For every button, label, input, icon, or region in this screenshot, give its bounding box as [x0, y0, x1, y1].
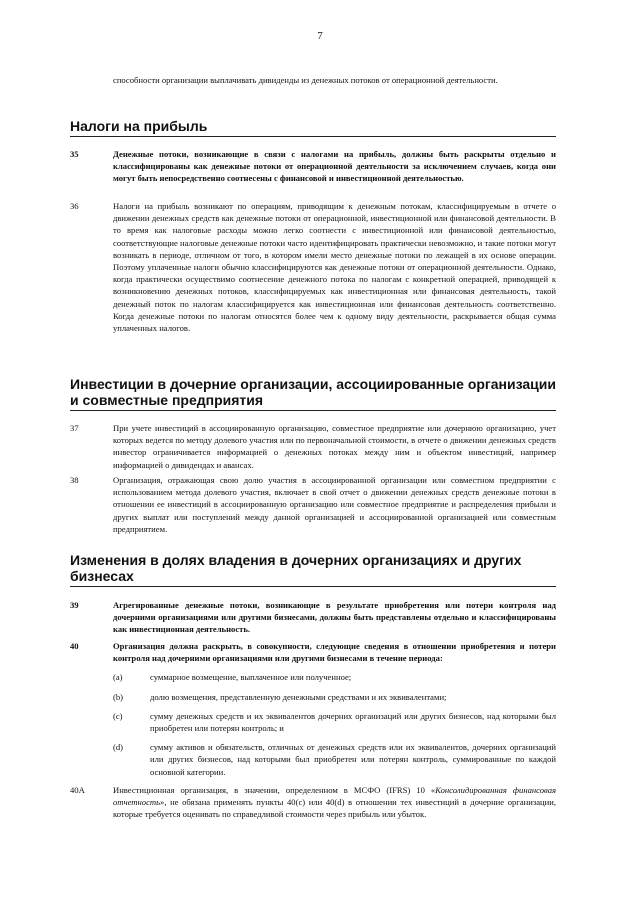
paragraph-text: Денежные потоки, возникающие в связи с налогами на прибыль, должны быть раскрыты отдельно и классифицированы как денежные потоки от операционной деятельности за исключением случаев, когда они могут быть непосредственно соотнесены с финансовой и инвестиционной деятельностью.: [113, 149, 556, 184]
paragraph-40a: [70, 784, 556, 821]
paragraph-number: 35: [70, 149, 79, 159]
list-item-text: долю возмещения, представленную денежными средствами и их эквивалентами;: [150, 691, 447, 702]
list-item-c: [113, 710, 556, 734]
paragraph-number: 39: [70, 600, 79, 610]
list-item-text: сумму активов и обязательств, отличных от денежных средств или их эквивалентов, дочерних организаций или других бизнесов, над которыми был приобретен или потерян контроль, суммированные по каждой основной категории.: [150, 742, 556, 777]
paragraph-35: [70, 148, 556, 185]
list-item-d: [113, 741, 556, 778]
paragraph-number: 37: [70, 423, 79, 433]
paragraph-text: При учете инвестиций в ассоциированную организацию, совместное предприятие или дочернюю организацию, учет которых ведется по методу долевого участия или по первоначальной стоимости, в отчете о движении денежных средств инвестор ограничивается информацией о денежных потоках между ним и объектом инвестиций, например информацией о дивидендах и авансах.: [113, 423, 556, 470]
list-item-text: суммарное возмещение, выплаченное или полученное;: [150, 672, 352, 683]
paragraph-number: 36: [70, 201, 79, 211]
paragraph-number: 40: [70, 641, 79, 651]
paragraph-number: 40A: [70, 785, 85, 795]
list-item-b: [113, 691, 556, 703]
paragraph-text: [113, 784, 556, 821]
paragraph-text: Организация, отражающая свою долю участия в ассоциированной организации или совместном предприятии с использованием метода долевого участия, включает в свой отчет о движении денежных средств денежные потоки в отношении ее инвестиций в ассоциированную организацию или совместное предприятие и распределения прибыли и других выплат или поступлений между данной организацией и ассоциированной организацией или совместным предприятием.: [113, 475, 556, 534]
paragraph-40: [70, 640, 556, 778]
section-heading-income-taxes: Налоги на прибыль: [70, 118, 556, 137]
paragraph-36: [70, 200, 556, 334]
list-item-label: (a): [113, 672, 123, 683]
list-item-label: (b): [113, 691, 124, 702]
paragraph-text: Налоги на прибыль возникают по операциям, приводящим к денежным потокам, классифицируемым в отчете о движении денежных средств как денежные потоки от операционной, инвестиционной или финансовой деятельности. В то время как налоговые расходы можно легко соотнести с инвестиционной или финансовой деятельностью, соответствующие налоговые денежные потоки часто идентифицировать практически невозможно, и такие потоки могут возникать в периоде, отличном от того, в котором имели место денежные потоки по лежащей в их основе операции. Поэтому уплаченные налоги обычно классифицируются как денежные потоки от операционной деятельности. Однако, когда практически осуществимо соотнесение денежного потока по налогам с конкретной операцией, приводящей к возникновению денежных потоков, классифицируемых как инвестиционная или финансовая деятельность, такой денежный поток по налогам классифицируется как инвестиционная или финансовая деятельность соответственно. Когда денежные потоки по налогам относятся более чем к одному виду деятельности, раскрывается общая сумма уплаченных налогов.: [113, 201, 556, 334]
paragraph-text-part: Инвестиционная организация, в значении, определенном в МСФО (IFRS) 10 «: [113, 785, 436, 795]
intro-paragraph: способности организации выплачивать дивиденды из денежных потоков от операционной деятельности.: [113, 75, 498, 85]
list-item-text: сумму денежных средств и их эквивалентов дочерних организаций или других бизнесов, над которыми был приобретен или потерян контроль; и: [150, 710, 556, 734]
standard-title: Консолидированная финансовая отчетность: [113, 785, 557, 808]
section-heading-ownership-changes: Изменения в долях владения в дочерних организациях и других бизнесах: [70, 552, 556, 587]
list-item-label: (c): [113, 710, 123, 721]
list-item-label: (d): [113, 742, 124, 753]
paragraph-text-part: », не обязана применять пункты 40(c) или 40(d) в отношении тех инвестиций в дочерние организации, которые требуется оценивать по справедливой стоимости через прибыль или убыток.: [113, 797, 556, 820]
page-number: 7: [317, 30, 323, 42]
paragraph-37: [70, 422, 556, 471]
section-heading-investments: Инвестиции в дочерние организации, ассоциированные организации и совместные предприятия: [70, 376, 556, 411]
list-item-a: [113, 671, 556, 683]
paragraph-number: 38: [70, 475, 79, 485]
paragraph-text: Организация должна раскрыть, в совокупности, следующие сведения в отношении приобретения и потери контроля над дочерними организациями или другими бизнесами в течение периода:: [113, 641, 556, 664]
paragraph-39: [70, 599, 556, 636]
paragraph-38: [70, 474, 556, 535]
paragraph-text: Агрегированные денежные потоки, возникающие в результате приобретения или потери контроля над дочерними организациями или другими бизнесами, должны быть представлены отдельно и классифицированы как инвестиционная деятельность.: [113, 600, 556, 635]
